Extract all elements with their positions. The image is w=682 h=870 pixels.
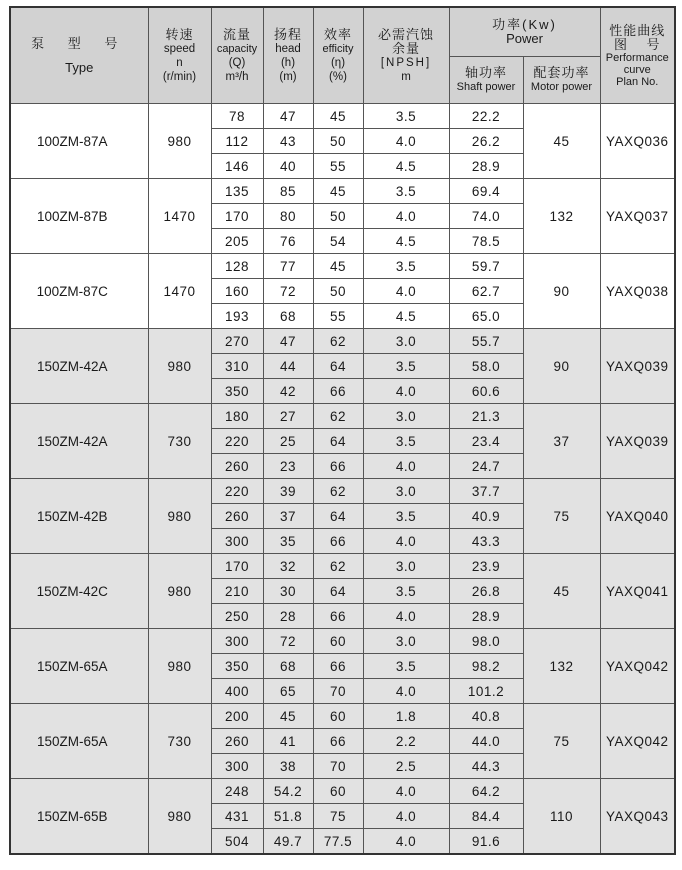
- cell-capacity: 260: [211, 454, 263, 479]
- cell-shaft-power: 55.7: [449, 329, 523, 354]
- cell-speed: 980: [148, 329, 211, 404]
- header-eff-en: efficity: [322, 42, 354, 55]
- cell-capacity: 135: [211, 179, 263, 204]
- cell-npsh: 4.0: [363, 804, 449, 829]
- cell-capacity: 170: [211, 554, 263, 579]
- cell-capacity: 504: [211, 829, 263, 855]
- header-type: [10, 7, 148, 104]
- cell-shaft-power: 44.3: [449, 754, 523, 779]
- table-row: [10, 779, 675, 804]
- cell-shaft-power: 24.7: [449, 454, 523, 479]
- cell-npsh: 3.5: [363, 579, 449, 604]
- cell-shaft-power: 40.8: [449, 704, 523, 729]
- header-motor-cn: 配套功率: [533, 65, 590, 80]
- cell-npsh: 3.5: [363, 254, 449, 279]
- header-curve-en3: Plan No.: [616, 75, 659, 88]
- cell-capacity: 112: [211, 129, 263, 154]
- header-eff-sym: (η): [330, 56, 346, 69]
- cell-motor-power: 37: [523, 404, 600, 479]
- cell-type: 150ZM-42A: [10, 329, 148, 404]
- cell-head: 41: [263, 729, 313, 754]
- cell-npsh: 4.5: [363, 154, 449, 179]
- cell-speed: 980: [148, 479, 211, 554]
- header-motor-power: [523, 57, 600, 104]
- table-row: [10, 629, 675, 654]
- cell-head: 47: [263, 104, 313, 129]
- header-shaft-power: [449, 57, 523, 104]
- cell-npsh: 4.0: [363, 454, 449, 479]
- cell-shaft-power: 59.7: [449, 254, 523, 279]
- cell-efficiency: 62: [313, 479, 363, 504]
- cell-shaft-power: 23.4: [449, 429, 523, 454]
- cell-efficiency: 70: [313, 679, 363, 704]
- cell-head: 76: [263, 229, 313, 254]
- cell-head: 68: [263, 304, 313, 329]
- cell-head: 85: [263, 179, 313, 204]
- cell-head: 39: [263, 479, 313, 504]
- cell-efficiency: 66: [313, 529, 363, 554]
- cell-efficiency: 77.5: [313, 829, 363, 855]
- cell-efficiency: 45: [313, 104, 363, 129]
- cell-capacity: 400: [211, 679, 263, 704]
- cell-npsh: 3.0: [363, 479, 449, 504]
- header-npsh-unit: m: [401, 70, 411, 83]
- cell-npsh: 4.0: [363, 604, 449, 629]
- cell-efficiency: 60: [313, 779, 363, 804]
- header-curve-plan: [600, 7, 675, 104]
- table-row: [10, 179, 675, 204]
- cell-curve-plan: YAXQ039: [600, 329, 675, 404]
- header-power-cn: 功率(Kw): [492, 17, 557, 32]
- cell-capacity: 300: [211, 754, 263, 779]
- cell-curve-plan: YAXQ036: [600, 104, 675, 179]
- cell-shaft-power: 37.7: [449, 479, 523, 504]
- cell-capacity: 431: [211, 804, 263, 829]
- cell-npsh: 3.5: [363, 504, 449, 529]
- cell-efficiency: 62: [313, 554, 363, 579]
- cell-shaft-power: 84.4: [449, 804, 523, 829]
- cell-npsh: 4.0: [363, 679, 449, 704]
- cell-capacity: 250: [211, 604, 263, 629]
- cell-efficiency: 50: [313, 279, 363, 304]
- cell-efficiency: 55: [313, 154, 363, 179]
- model-group: [10, 479, 675, 554]
- table-header: [10, 7, 675, 104]
- cell-head: 27: [263, 404, 313, 429]
- cell-shaft-power: 101.2: [449, 679, 523, 704]
- cell-head: 23: [263, 454, 313, 479]
- header-eff-cn: 效率: [323, 26, 352, 42]
- cell-npsh: 2.2: [363, 729, 449, 754]
- cell-shaft-power: 28.9: [449, 604, 523, 629]
- cell-type: 100ZM-87B: [10, 179, 148, 254]
- cell-capacity: 220: [211, 429, 263, 454]
- model-group: [10, 779, 675, 855]
- cell-capacity: 248: [211, 779, 263, 804]
- cell-shaft-power: 64.2: [449, 779, 523, 804]
- header-power-en: Power: [506, 31, 543, 46]
- cell-head: 35: [263, 529, 313, 554]
- cell-npsh: 4.5: [363, 304, 449, 329]
- cell-capacity: 193: [211, 304, 263, 329]
- cell-capacity: 350: [211, 654, 263, 679]
- cell-motor-power: 75: [523, 704, 600, 779]
- cell-motor-power: 132: [523, 629, 600, 704]
- cell-efficiency: 64: [313, 579, 363, 604]
- cell-capacity: 210: [211, 579, 263, 604]
- header-head-unit: (m): [279, 70, 297, 83]
- header-curve-cn1: 性能曲线: [609, 22, 666, 38]
- table-row: [10, 704, 675, 729]
- cell-speed: 980: [148, 629, 211, 704]
- cell-efficiency: 64: [313, 504, 363, 529]
- cell-type: 150ZM-42B: [10, 479, 148, 554]
- cell-shaft-power: 78.5: [449, 229, 523, 254]
- cell-efficiency: 60: [313, 704, 363, 729]
- model-group: [10, 179, 675, 254]
- model-group: [10, 104, 675, 179]
- cell-speed: 1470: [148, 254, 211, 329]
- cell-motor-power: 90: [523, 329, 600, 404]
- cell-capacity: 78: [211, 104, 263, 129]
- cell-head: 30: [263, 579, 313, 604]
- cell-type: 100ZM-87C: [10, 254, 148, 329]
- cell-speed: 980: [148, 554, 211, 629]
- cell-capacity: 350: [211, 379, 263, 404]
- cell-shaft-power: 60.6: [449, 379, 523, 404]
- header-npsh-en: [NPSH]: [380, 56, 432, 69]
- header-eff-unit: (%): [329, 70, 347, 83]
- model-group: [10, 704, 675, 779]
- model-group: [10, 404, 675, 479]
- cell-capacity: 160: [211, 279, 263, 304]
- model-group: [10, 254, 675, 329]
- cell-shaft-power: 65.0: [449, 304, 523, 329]
- header-head: [263, 7, 313, 104]
- cell-capacity: 128: [211, 254, 263, 279]
- header-speed: [148, 7, 211, 104]
- cell-curve-plan: YAXQ041: [600, 554, 675, 629]
- cell-head: 49.7: [263, 829, 313, 855]
- cell-head: 72: [263, 629, 313, 654]
- cell-head: 45: [263, 704, 313, 729]
- cell-head: 54.2: [263, 779, 313, 804]
- cell-shaft-power: 26.8: [449, 579, 523, 604]
- cell-npsh: 4.0: [363, 129, 449, 154]
- cell-speed: 980: [148, 779, 211, 855]
- pump-spec-sheet: [9, 6, 674, 855]
- cell-curve-plan: YAXQ040: [600, 479, 675, 554]
- cell-capacity: 310: [211, 354, 263, 379]
- header-capacity: [211, 7, 263, 104]
- table-row: [10, 479, 675, 504]
- cell-efficiency: 55: [313, 304, 363, 329]
- cell-head: 44: [263, 354, 313, 379]
- cell-type: 150ZM-65A: [10, 629, 148, 704]
- cell-shaft-power: 44.0: [449, 729, 523, 754]
- header-curve-en2: curve: [623, 63, 651, 76]
- cell-npsh: 4.0: [363, 779, 449, 804]
- cell-curve-plan: YAXQ042: [600, 704, 675, 779]
- cell-npsh: 4.0: [363, 279, 449, 304]
- cell-efficiency: 62: [313, 404, 363, 429]
- cell-npsh: 4.0: [363, 379, 449, 404]
- table-row: [10, 104, 675, 129]
- header-type-en: Type: [65, 59, 94, 75]
- table-row: [10, 254, 675, 279]
- table-row: [10, 554, 675, 579]
- cell-efficiency: 70: [313, 754, 363, 779]
- cell-efficiency: 45: [313, 254, 363, 279]
- cell-capacity: 180: [211, 404, 263, 429]
- cell-npsh: 4.0: [363, 204, 449, 229]
- header-speed-sym: n: [176, 56, 183, 69]
- table-row: [10, 404, 675, 429]
- cell-npsh: 1.8: [363, 704, 449, 729]
- cell-head: 43: [263, 129, 313, 154]
- cell-npsh: 3.5: [363, 429, 449, 454]
- cell-efficiency: 45: [313, 179, 363, 204]
- cell-shaft-power: 22.2: [449, 104, 523, 129]
- cell-head: 32: [263, 554, 313, 579]
- header-npsh-cn2: 余量: [391, 40, 420, 56]
- pump-performance-table: [9, 6, 676, 855]
- header-capacity-unit: m³/h: [225, 70, 249, 83]
- cell-curve-plan: YAXQ037: [600, 179, 675, 254]
- cell-capacity: 270: [211, 329, 263, 354]
- cell-head: 51.8: [263, 804, 313, 829]
- header-head-cn: 扬程: [273, 26, 302, 42]
- cell-shaft-power: 28.9: [449, 154, 523, 179]
- header-curve-en1: Performance: [605, 51, 669, 64]
- cell-curve-plan: YAXQ043: [600, 779, 675, 855]
- model-group: [10, 554, 675, 629]
- cell-shaft-power: 43.3: [449, 529, 523, 554]
- cell-motor-power: 45: [523, 104, 600, 179]
- cell-speed: 730: [148, 404, 211, 479]
- header-npsh-cn1: 必需汽蚀: [377, 26, 434, 42]
- cell-efficiency: 64: [313, 429, 363, 454]
- cell-capacity: 220: [211, 479, 263, 504]
- header-capacity-en: capacity: [216, 42, 258, 55]
- cell-head: 68: [263, 654, 313, 679]
- cell-npsh: 4.0: [363, 529, 449, 554]
- cell-speed: 1470: [148, 179, 211, 254]
- cell-type: 100ZM-87A: [10, 104, 148, 179]
- header-head-en: head: [275, 42, 301, 55]
- cell-efficiency: 66: [313, 379, 363, 404]
- model-group: [10, 629, 675, 704]
- cell-npsh: 3.0: [363, 554, 449, 579]
- cell-npsh: 3.5: [363, 654, 449, 679]
- cell-efficiency: 66: [313, 729, 363, 754]
- cell-type: 150ZM-65B: [10, 779, 148, 855]
- cell-head: 47: [263, 329, 313, 354]
- cell-efficiency: 60: [313, 629, 363, 654]
- cell-efficiency: 66: [313, 654, 363, 679]
- table-row: [10, 329, 675, 354]
- cell-speed: 980: [148, 104, 211, 179]
- cell-npsh: 2.5: [363, 754, 449, 779]
- cell-head: 28: [263, 604, 313, 629]
- header-speed-cn: 转速: [165, 26, 194, 42]
- cell-npsh: 4.5: [363, 229, 449, 254]
- cell-motor-power: 90: [523, 254, 600, 329]
- header-shaft-en: Shaft power: [456, 81, 516, 93]
- cell-npsh: 3.5: [363, 104, 449, 129]
- cell-efficiency: 66: [313, 604, 363, 629]
- cell-capacity: 205: [211, 229, 263, 254]
- cell-curve-plan: YAXQ042: [600, 629, 675, 704]
- cell-head: 72: [263, 279, 313, 304]
- header-head-sym: (h): [280, 56, 296, 69]
- header-capacity-cn: 流量: [222, 26, 251, 42]
- cell-type: 150ZM-65A: [10, 704, 148, 779]
- cell-capacity: 260: [211, 729, 263, 754]
- cell-shaft-power: 62.7: [449, 279, 523, 304]
- cell-motor-power: 110: [523, 779, 600, 855]
- cell-type: 150ZM-42A: [10, 404, 148, 479]
- cell-capacity: 146: [211, 154, 263, 179]
- cell-capacity: 260: [211, 504, 263, 529]
- cell-shaft-power: 21.3: [449, 404, 523, 429]
- cell-curve-plan: YAXQ039: [600, 404, 675, 479]
- cell-capacity: 300: [211, 529, 263, 554]
- cell-shaft-power: 98.2: [449, 654, 523, 679]
- cell-efficiency: 64: [313, 354, 363, 379]
- cell-efficiency: 66: [313, 454, 363, 479]
- cell-shaft-power: 98.0: [449, 629, 523, 654]
- cell-curve-plan: YAXQ038: [600, 254, 675, 329]
- cell-type: 150ZM-42C: [10, 554, 148, 629]
- header-power: [449, 7, 600, 57]
- cell-efficiency: 54: [313, 229, 363, 254]
- model-group: [10, 329, 675, 404]
- cell-head: 38: [263, 754, 313, 779]
- cell-npsh: 3.5: [363, 179, 449, 204]
- header-capacity-sym: (Q): [228, 56, 246, 69]
- cell-npsh: 4.0: [363, 829, 449, 855]
- cell-head: 42: [263, 379, 313, 404]
- cell-head: 80: [263, 204, 313, 229]
- header-speed-unit: (r/min): [162, 70, 197, 83]
- header-efficiency: [313, 7, 363, 104]
- cell-capacity: 300: [211, 629, 263, 654]
- cell-npsh: 3.5: [363, 354, 449, 379]
- cell-head: 40: [263, 154, 313, 179]
- cell-efficiency: 62: [313, 329, 363, 354]
- cell-motor-power: 132: [523, 179, 600, 254]
- header-npsh: [363, 7, 449, 104]
- cell-shaft-power: 26.2: [449, 129, 523, 154]
- header-speed-en: speed: [163, 42, 196, 55]
- header-curve-cn2: 图 号: [614, 36, 661, 52]
- cell-efficiency: 75: [313, 804, 363, 829]
- cell-motor-power: 75: [523, 479, 600, 554]
- cell-efficiency: 50: [313, 129, 363, 154]
- cell-npsh: 3.0: [363, 329, 449, 354]
- cell-capacity: 200: [211, 704, 263, 729]
- cell-motor-power: 45: [523, 554, 600, 629]
- header-shaft-cn: 轴功率: [464, 65, 507, 80]
- cell-shaft-power: 74.0: [449, 204, 523, 229]
- cell-head: 25: [263, 429, 313, 454]
- cell-shaft-power: 40.9: [449, 504, 523, 529]
- cell-shaft-power: 91.6: [449, 829, 523, 855]
- cell-head: 77: [263, 254, 313, 279]
- header-motor-en: Motor power: [530, 81, 593, 93]
- header-type-cn: 泵 型 号: [31, 35, 128, 51]
- cell-head: 37: [263, 504, 313, 529]
- cell-speed: 730: [148, 704, 211, 779]
- cell-npsh: 3.0: [363, 629, 449, 654]
- cell-head: 65: [263, 679, 313, 704]
- cell-capacity: 170: [211, 204, 263, 229]
- cell-shaft-power: 23.9: [449, 554, 523, 579]
- cell-efficiency: 50: [313, 204, 363, 229]
- cell-npsh: 3.0: [363, 404, 449, 429]
- cell-shaft-power: 58.0: [449, 354, 523, 379]
- cell-shaft-power: 69.4: [449, 179, 523, 204]
